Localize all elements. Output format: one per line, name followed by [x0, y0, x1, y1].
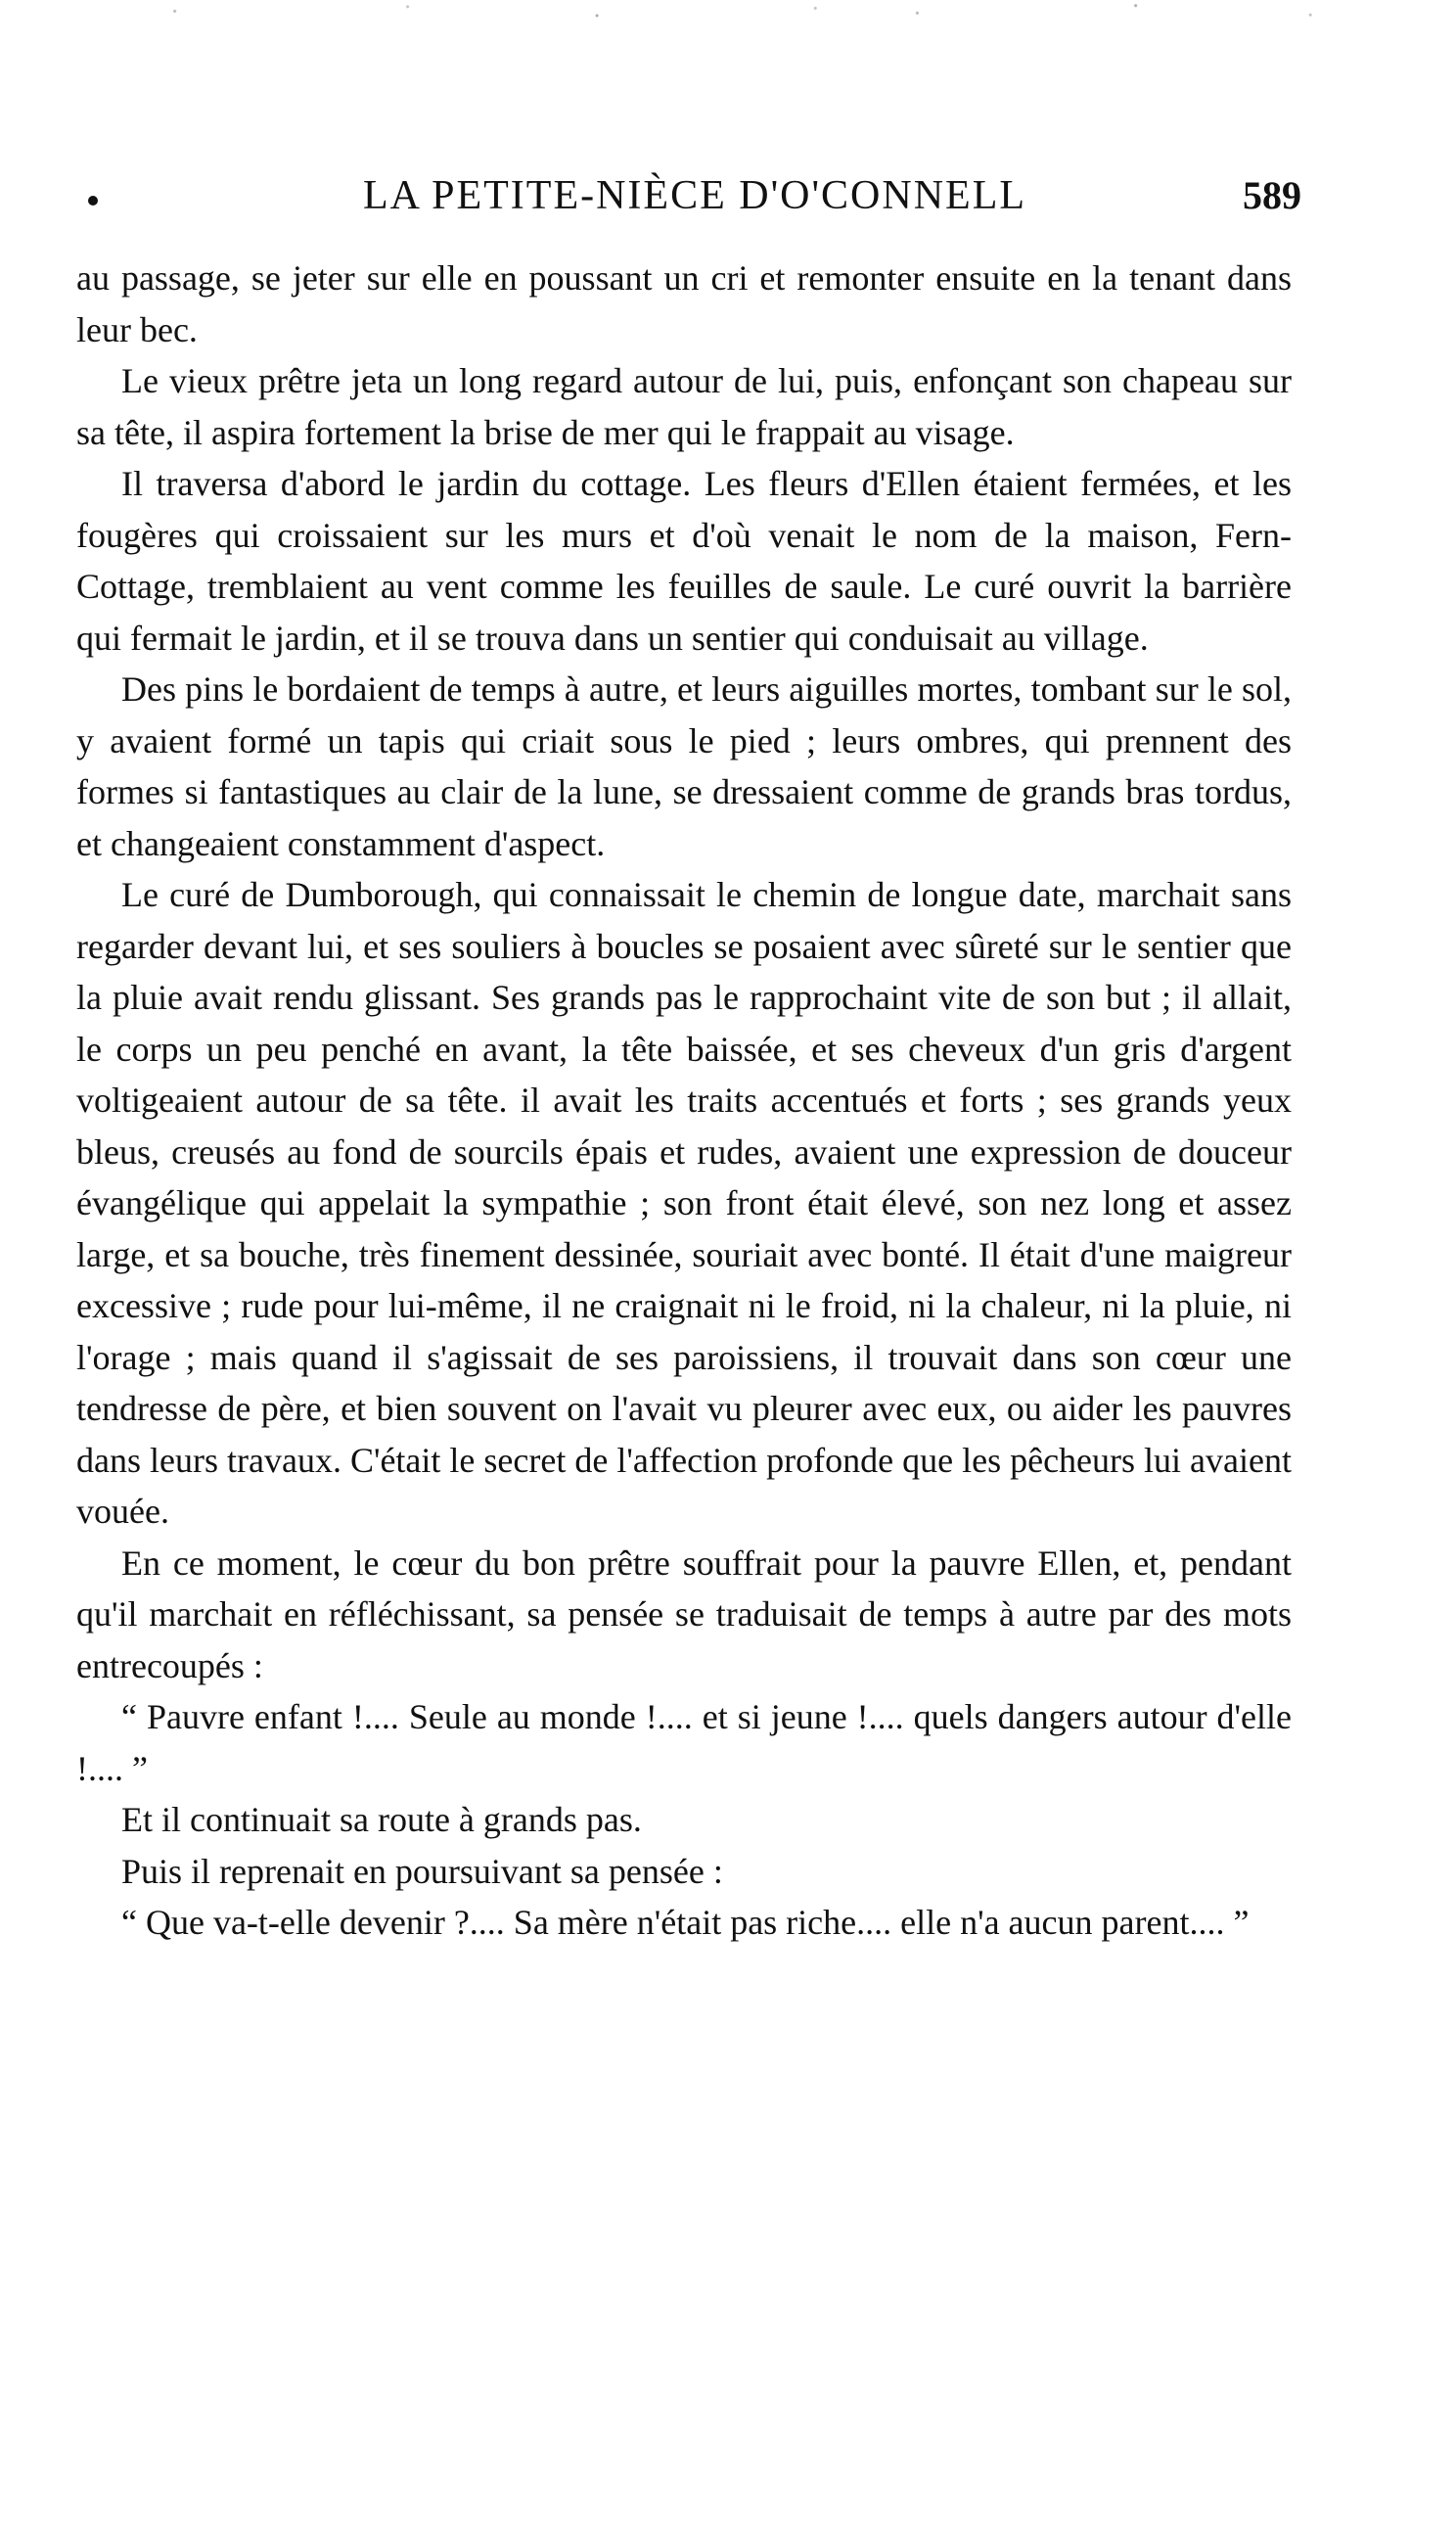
- paragraph: Le vieux prêtre jeta un long regard autour de lui, puis, enfonçant son chapeau sur sa tête, il aspira fortement la brise de mer qui le frappait au visage.: [76, 361, 1292, 452]
- paragraph: Le curé de Dumborough, qui connaissait le chemin de longue date, marchait sans regarder devant lui, et ses souliers à boucles se posaient avec sûreté sur le sentier que la pluie avait rendu glissant. Ses grands pas le rapprochaint vite de son but ; il allait, le corps un peu penché en avant, la tête baissée, et ses cheveux d'un gris d'argent voltigeaient autour de sa tête. il avait les traits accentués et forts ; ses grands yeux bleus, creusés au fond de sourcils épais et rudes, avaient une expression de douceur évangélique qui appelait la sympathie ; son front était élevé, son nez long et assez large, et sa bouche, très finement dessinée, souriait avec bonté. Il était d'une maigreur excessive ; rude pour lui-même, il ne craignait ni le froid, ni la chaleur, ni la pluie, ni l'orage ; mais quand il s'agissait de ses paroissiens, il trouvait dans son cœur une tendresse de père, et bien souvent on l'avait vu pleurer avec eux, ou aider les pauvres dans leurs travaux. C'était le secret de l'affection profonde que les pêcheurs lui avaient vouée.: [76, 875, 1292, 1531]
- body-text: [76, 253, 1292, 1949]
- paragraph: Il traversa d'abord le jardin du cottage. Les fleurs d'Ellen étaient fermées, et les fougères qui croissaient sur les murs et d'où venait le nom de la maison, Fern-Cottage, tremblaient au vent comme les feuilles de saule. Le curé ouvrit la barrière qui fermait le jardin, et il se trouva dans un sentier qui conduisait au village.: [76, 464, 1292, 658]
- paragraph: “ Que va-t-elle devenir ?.... Sa mère n'était pas riche.... elle n'a aucun parent.... ”: [121, 1903, 1250, 1942]
- paragraph: Des pins le bordaient de temps à autre, et leurs aiguilles mortes, tombant sur le sol, y avaient formé un tapis qui criait sous le pied ; leurs ombres, qui prennent des formes si fantastiques au clair de la lune, se dressaient comme de grands bras tordus, et changeaient constamment d'aspect.: [76, 669, 1292, 863]
- running-title: LA PETITE-NIÈCE D'O'CONNELL: [362, 173, 1027, 218]
- page-header: [88, 166, 1301, 225]
- paragraph: Et il continuait sa route à grands pas.: [121, 1800, 642, 1839]
- paragraph: En ce moment, le cœur du bon prêtre souffrait pour la pauvre Ellen, et, pendant qu'il marchait en réfléchissant, sa pensée se traduisait de temps à autre par des mots entrecoupés :: [76, 1543, 1292, 1685]
- paragraph: au passage, se jeter sur elle en poussant un cri et remonter ensuite en la tenant dans leur bec.: [76, 258, 1292, 349]
- paragraph: “ Pauvre enfant !.... Seule au monde !.... et si jeune !.... quels dangers autour d'elle !.... ”: [76, 1697, 1292, 1788]
- page-number: 589: [1243, 173, 1301, 217]
- paragraph: Puis il reprenait en poursuivant sa pensée :: [121, 1851, 723, 1891]
- scan-speckle-band: [0, 0, 1456, 37]
